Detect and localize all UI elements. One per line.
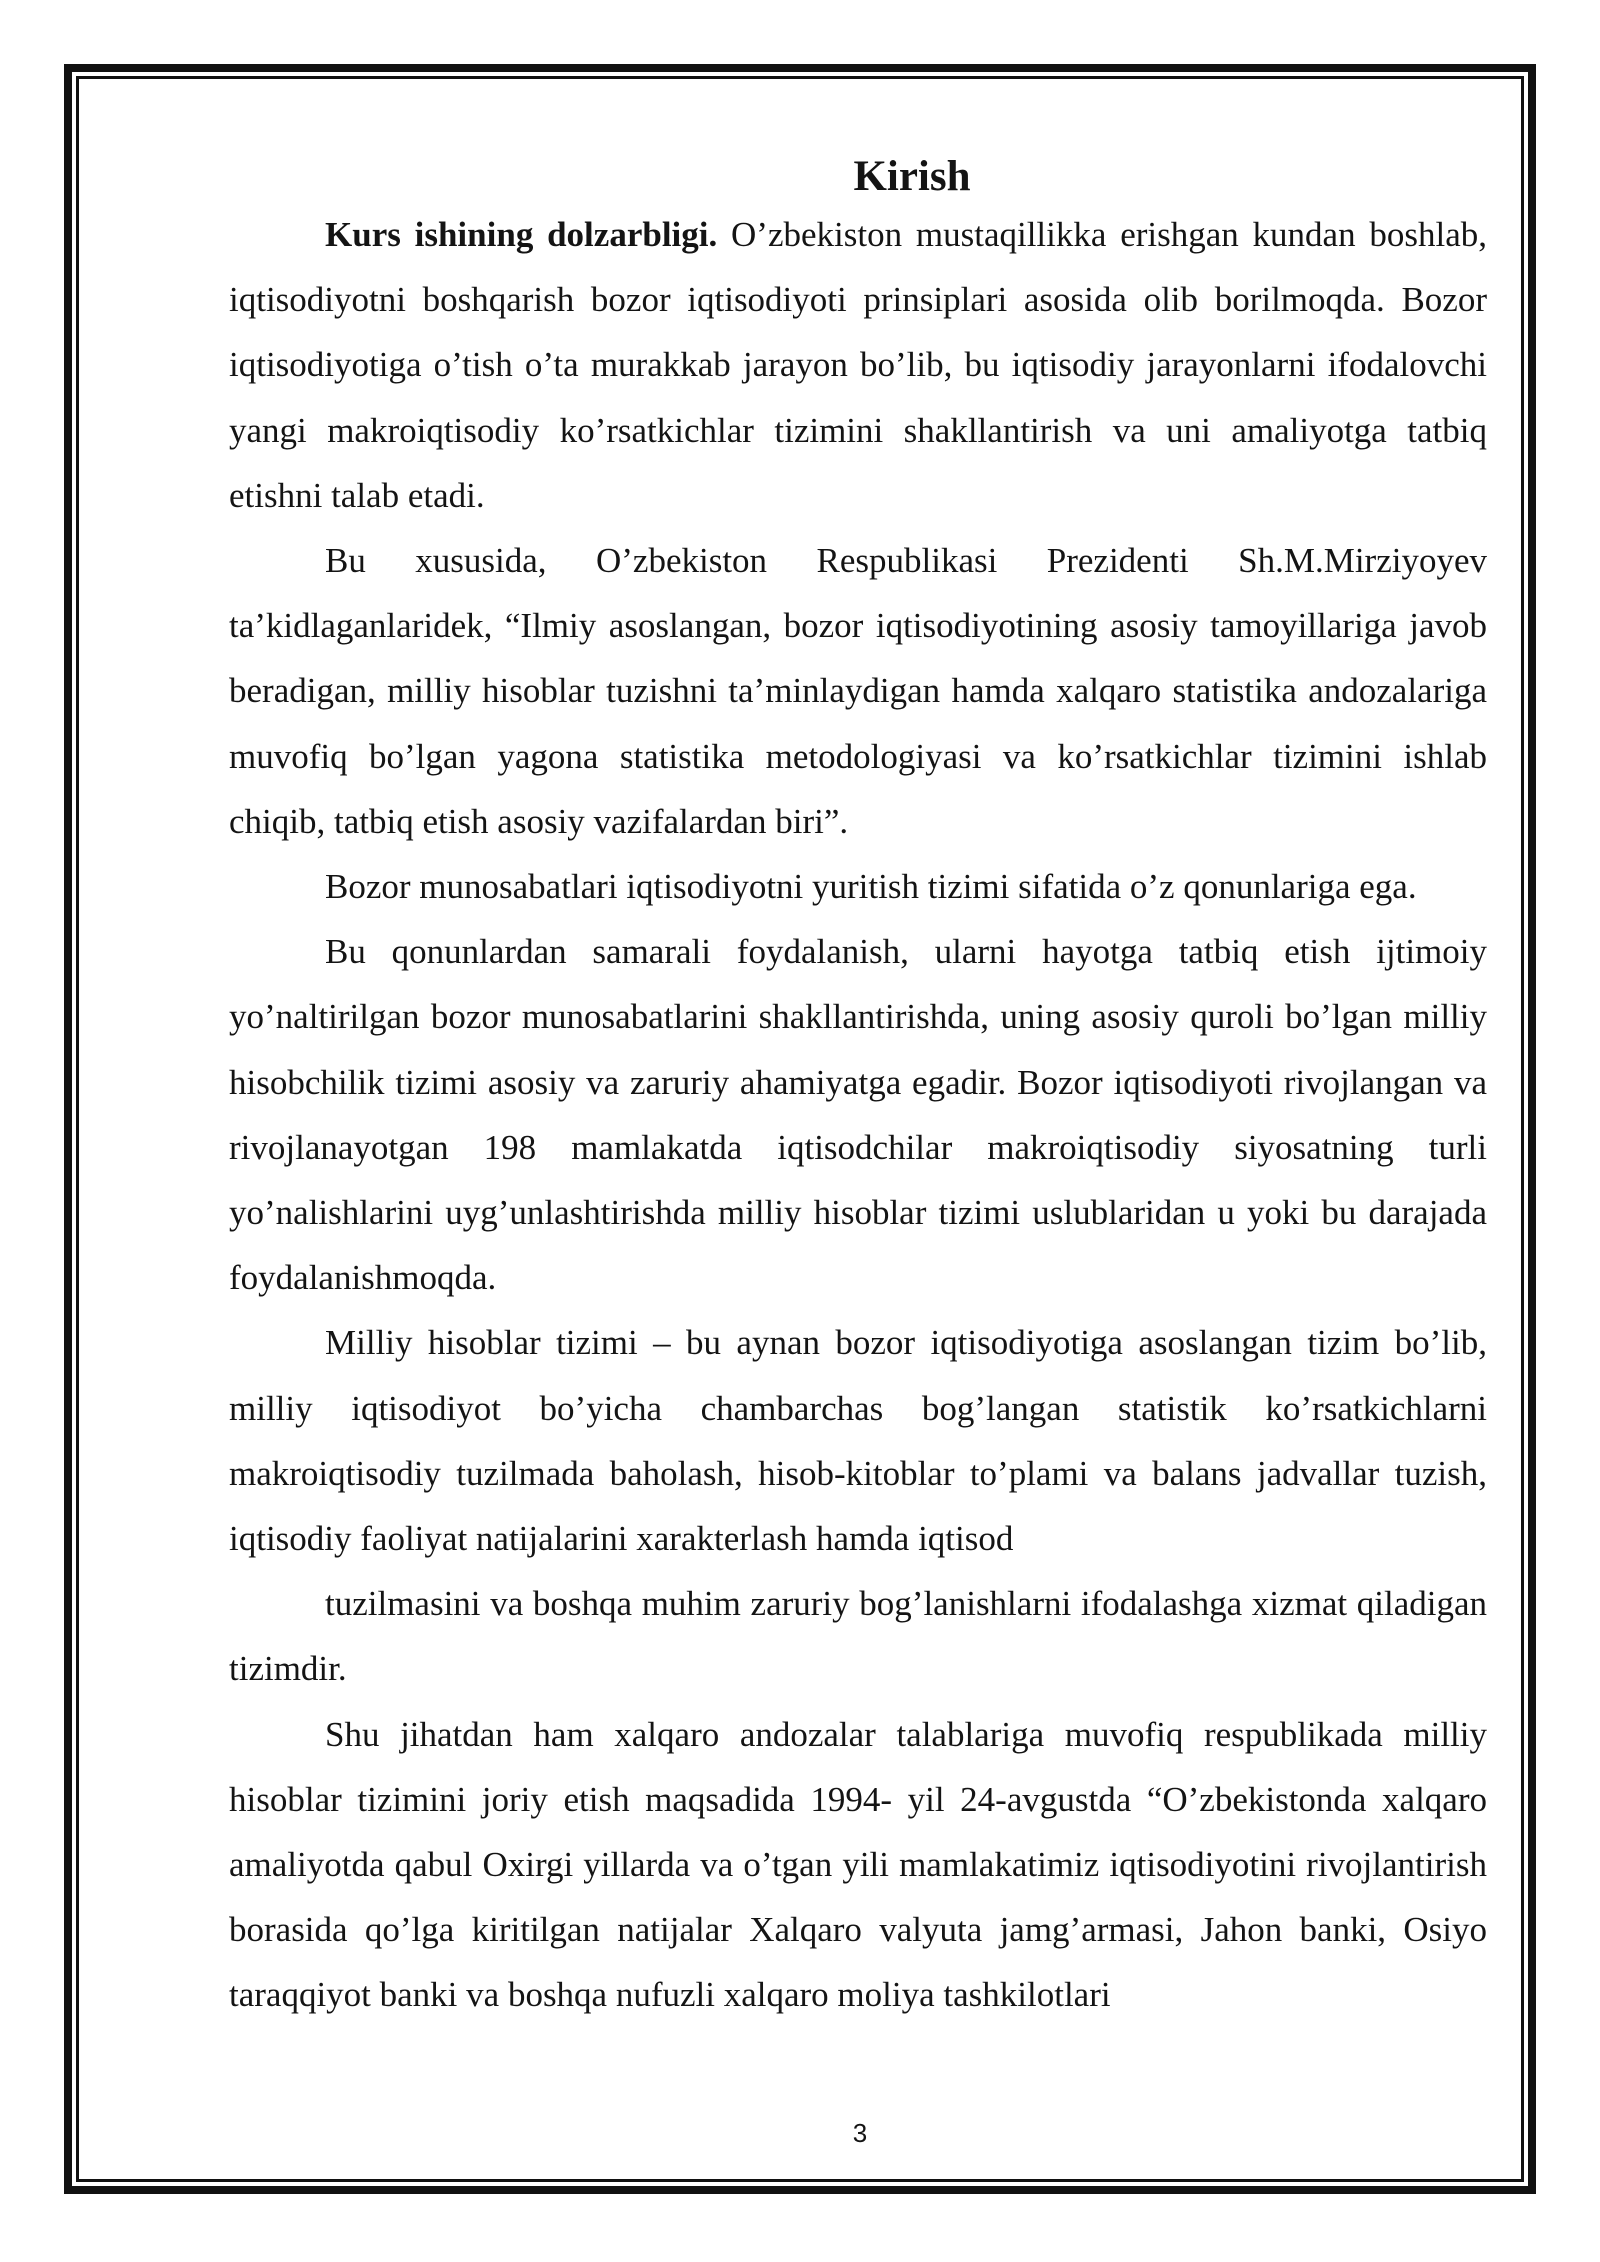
paragraph-text: tuzilmasini va boshqa muhim zaruriy bog’lanishlarni ifodalashga xizmat qiladigan tizimdir. [229, 1584, 1487, 1689]
paragraph-sna-continuation [229, 1571, 1487, 1701]
paragraph-market-relations [229, 854, 1487, 919]
page-number: 3 [852, 2118, 868, 2148]
paragraph-text: Milliy hisoblar tizimi – bu aynan bozor iqtisodiyotiga asoslangan tizim bo’lib, milliy iqtisodiyot bo’yicha chambarchas bog’langan statistik ko’rsatkichlarni makroiqtisodiy tuzilmada baholash, hisob-kitoblar to’plami va balans jadvallar tuzish, iqtisodiy faoliyat natijalarini xarakterlash hamda iqtisod [229, 1323, 1487, 1559]
document-body [229, 152, 1487, 2028]
paragraph-text: Bu xususida, O’zbekiston Respublikasi Prezidenti Sh.M.Mirziyoyev ta’kidlaganlaridek, “Ilmiy asoslangan, bozor iqtisodiyotining asosiy tamoyillariga javob beradigan, milliy hisoblar tuzishni ta’minlaydigan hamda xalqaro statistika andozalariga muvofiq bo’lgan yagona statistika metodologiyasi va ko’rsatkichlar tizimini ishlab chiqib, tatbiq etish asosiy vazifalardan biri”. [229, 541, 1487, 841]
paragraph-text: Bu qonunlardan samarali foydalanish, ularni hayotga tatbiq etish ijtimoiy yo’naltirilgan bozor munosabatlarini shakllantirishda, uning asosiy quroli bo’lgan milliy hisobchilik tizimi asosiy va zaruriy ahamiyatga egadir. Bozor iqtisodiyoti rivojlangan va rivojlanayotgan 198 mamlakatda iqtisodchilar makroiqtisodiy siyosatning turli yo’nalishlarini uyg’unlashtirishda milliy hisoblar tizimi uslublaridan u yoki bu darajada foydalanishmoqda. [229, 932, 1487, 1298]
paragraph-text: Bozor munosabatlari iqtisodiyotni yuritish tizimi sifatida o’z qonunlariga ega. [325, 867, 1417, 907]
page-title: Kirish [853, 153, 971, 200]
paragraph-text: Shu jihatdan ham xalqaro andozalar talablariga muvofiq respublikada milliy hisoblar tizimini joriy etish maqsadida 1994- yil 24-avgustda “O’zbekistonda xalqaro amaliyotda qabul Oxirgi yillarda va o’tgan yili mamlakatimiz iqtisodiyotini rivojlantirish borasida qo’lga kiritilgan natijalar Xalqaro valyuta jamg’armasi, Jahon banki, Osiyo taraqqiyot banki va boshqa nufuzli xalqaro moliya tashkilotlari [229, 1714, 1487, 2015]
paragraph-relevance [229, 202, 1487, 528]
paragraph-president-quote [229, 528, 1487, 854]
paragraph-lead: Kurs ishining dolzarbligi. [325, 215, 718, 254]
paragraph-text: O’zbekiston mustaqillikka erishgan kundan boshlab, iqtisodiyotni boshqarish bozor iqtisodiyoti prinsiplari asosida olib borilmoqda. Bozor iqtisodiyotiga o’tish o’ta murakkab jarayon bo’lib, bu iqtisodiy jarayonlarni ifodalovchi yangi makroiqtisodiy ko’rsatkichlar tizimini shakllantirish va uni amaliyotga tatbiq etishni talab etadi. [229, 215, 1487, 515]
paragraph-sna-definition [229, 1310, 1487, 1571]
paragraph-international-standards [229, 1702, 1487, 2028]
paragraph-national-accounting [229, 919, 1487, 1310]
